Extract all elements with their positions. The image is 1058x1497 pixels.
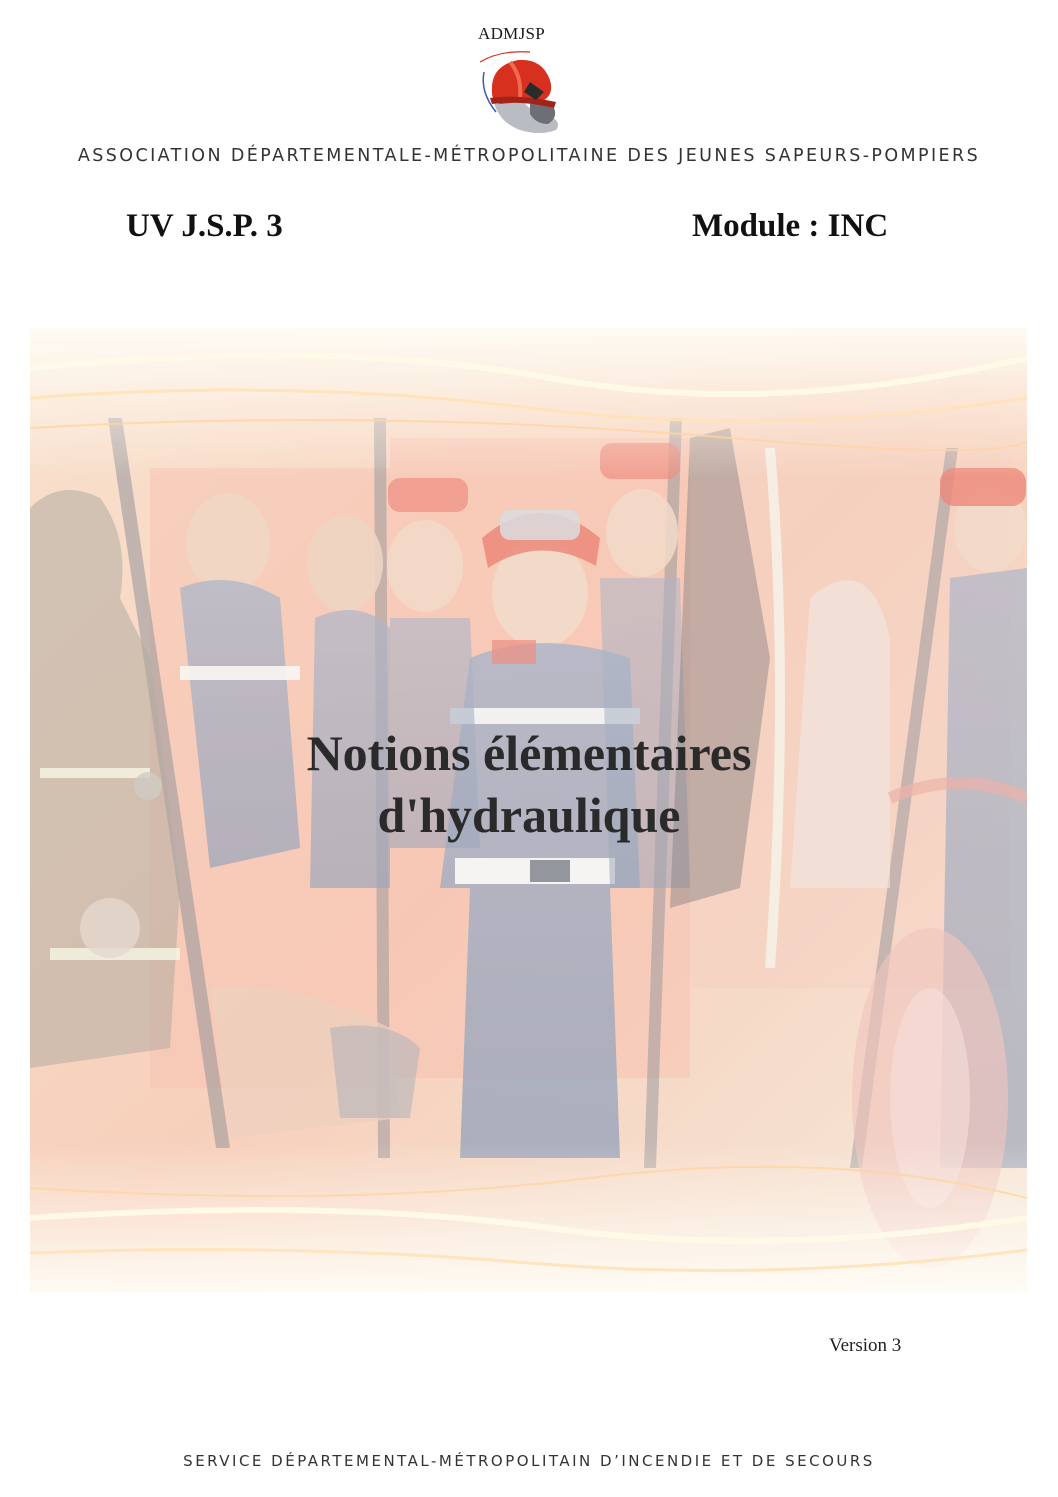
logo-text: ADMJSP	[478, 24, 545, 43]
title-line-1: Notions élémentaires	[306, 725, 752, 781]
version-label: Version 3	[829, 1335, 902, 1356]
service-name: SERVICE DÉPARTEMENTAL-MÉTROPOLITAIN D’INCENDIE ET DE SECOURS	[183, 1452, 875, 1470]
helmet-icon	[470, 42, 570, 138]
document-title	[0, 722, 1058, 846]
uv-label: UV J.S.P. 3	[126, 208, 283, 244]
association-name: ASSOCIATION DÉPARTEMENTALE-MÉTROPOLITAINE DES JEUNES SAPEURS-POMPIERS	[77, 146, 981, 166]
module-label: Module : INC	[692, 208, 889, 244]
title-line-2: d'hydraulique	[377, 787, 681, 843]
admjsp-logo	[470, 22, 590, 140]
